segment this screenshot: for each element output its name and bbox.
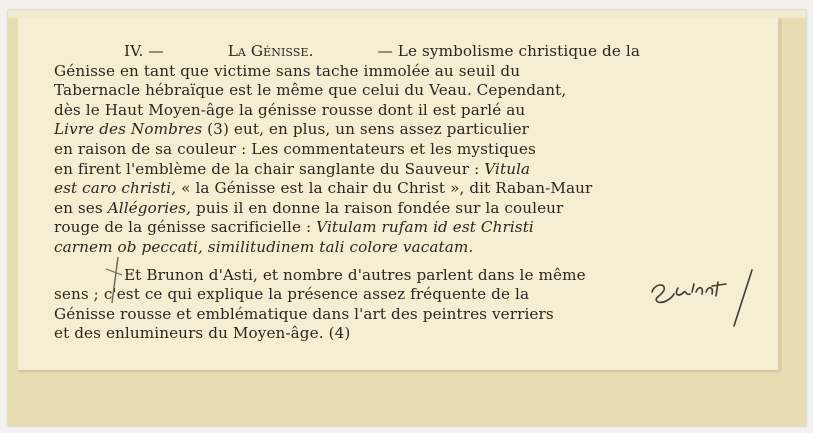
latin-quote: carnem ob peccati, similitudinem tali colore vacatam. xyxy=(54,237,474,256)
text-span: (3) eut, en plus, un sens assez particulier xyxy=(202,120,530,139)
book-title: Allégories, xyxy=(107,198,192,217)
text-line xyxy=(54,218,640,238)
text-line xyxy=(54,305,640,325)
text-span: en raison de sa couleur : Les commentateurs et les mystiques xyxy=(54,139,536,158)
text-line xyxy=(54,324,640,344)
section-number: IV. — xyxy=(124,42,164,60)
text-line xyxy=(54,101,640,121)
latin-quote: Vitulam rufam id est Christi xyxy=(316,218,534,237)
text-span: Tabernacle hébraïque est le même que celui du Veau. Cependant, xyxy=(54,81,567,100)
text-line xyxy=(54,285,640,305)
text-span: rouge de la génisse sacrificielle : xyxy=(54,218,317,237)
text-line xyxy=(54,81,640,101)
text-span: en firent l'emblème de la chair sanglante du Sauveur : xyxy=(54,159,485,178)
article-text xyxy=(54,42,640,344)
handwritten-annotation xyxy=(648,264,778,334)
text-span: « la Génisse est la chair du Christ », dit Raban-Maur xyxy=(176,179,593,198)
text-line xyxy=(54,62,640,82)
pencil-stroke-mark xyxy=(100,255,130,305)
text-span: puis il en donne la raison fondée sur la couleur xyxy=(191,198,564,217)
text-line xyxy=(54,120,640,140)
section-heading: La Génisse. xyxy=(227,42,314,60)
backing-sheet-edge xyxy=(8,10,806,18)
latin-quote: est caro christi, xyxy=(54,179,177,198)
text-line xyxy=(54,266,640,286)
text-line xyxy=(54,140,640,160)
text-line xyxy=(54,160,640,180)
text-line xyxy=(54,199,640,219)
text-span: — Le symbolisme christique de la xyxy=(377,42,640,60)
text-line xyxy=(54,179,640,199)
text-line xyxy=(54,42,640,62)
text-span: Et Brunon d'Asti, et nombre d'autres parlent dans le même xyxy=(124,265,586,284)
book-title: Livre des Nombres xyxy=(54,120,203,139)
latin-quote: Vitula xyxy=(484,159,531,178)
text-span: dès le Haut Moyen-âge la génisse rousse dont il est parlé au xyxy=(54,100,526,119)
text-span: Génisse en tant que victime sans tache immolée au seuil du xyxy=(54,61,521,80)
text-span: en ses xyxy=(54,198,108,217)
text-span: Génisse rousse et emblématique dans l'art des peintres verriers xyxy=(54,304,554,323)
text-line xyxy=(54,238,640,258)
text-span: et des enlumineurs du Moyen-âge. (4) xyxy=(54,324,351,343)
text-span: sens ; c'est ce qui explique la présence assez fréquente de la xyxy=(54,285,530,304)
